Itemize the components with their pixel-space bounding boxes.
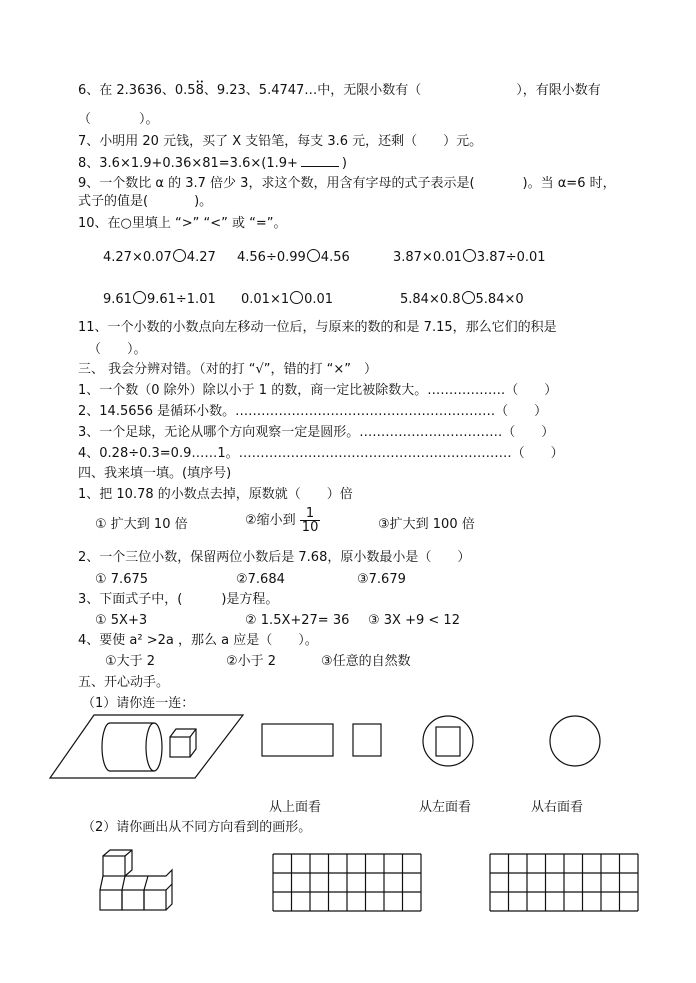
- compare-item: 5.84×0.8 5.84×0: [400, 292, 524, 307]
- part-2-prompt: （2）请你画出从不同方向看到的画形。: [82, 820, 312, 835]
- view-label-left: 从左面看: [419, 800, 472, 815]
- question-8: 8、3.6×1.9+0.36×81=3.6×(1.9+ ): [78, 156, 347, 171]
- question-9-cont: 式子的值是( )。: [78, 194, 213, 209]
- option-1[interactable]: ① 5X+3: [95, 613, 148, 628]
- question-11: 11、一个小数的小数点向左移动一位后，与原来的数的和是 7.15，那么它们的积是: [78, 320, 557, 335]
- compare-item: 4.56÷0.99 4.56: [237, 250, 350, 265]
- question-10-title: 10、在○里填上 “>” “<” 或 “=”。: [78, 216, 287, 231]
- drawing-grid-1[interactable]: [273, 854, 421, 911]
- option-3[interactable]: ③ 3X +9 < 12: [368, 613, 460, 628]
- judge-item: 1、一个数（0 除外）除以小于 1 的数，商一定比被除数大。………………（ ）: [78, 383, 558, 398]
- question-6-cont: （ ）。: [78, 112, 159, 127]
- section-4-title: 四、我来填一填。(填序号): [78, 466, 232, 481]
- part-1-prompt: （1）请你连一连：: [82, 696, 195, 711]
- option-2[interactable]: ②小于 2: [226, 654, 277, 669]
- option-1[interactable]: ①大于 2: [105, 654, 156, 669]
- question-9: 9、一个数比 α 的 3.7 倍少 3，求这个数，用含有字母的式子表示是( )。当 α=6 时，: [78, 176, 616, 191]
- question-7: 7、小明用 20 元钱，买了 X 支铅笔，每支 3.6 元，还剩（ ）元。: [78, 134, 483, 149]
- choice-question-2: 2、一个三位小数，保留两位小数后是 7.68，原小数最小是（ ）: [78, 550, 471, 565]
- judge-item: 3、一个足球，无论从哪个方向观察一定是圆形。……………………………（ ）: [78, 425, 555, 440]
- compare-item: 9.61 9.61÷1.01: [103, 292, 216, 307]
- parallelogram-scene: [50, 715, 243, 778]
- question-6: 6、在 2.3636、0.5•• 8、9.23、5.4747…中，无限小数有（ ），有限小数有: [78, 83, 601, 99]
- option-3[interactable]: ③扩大到 100 倍: [378, 517, 475, 532]
- option-1[interactable]: ① 7.675: [95, 572, 149, 587]
- compare-item: 3.87×0.01 3.87÷0.01: [393, 250, 546, 265]
- option-1[interactable]: ① 扩大到 10 倍: [95, 517, 188, 532]
- section-5-title: 五、开心动手。: [78, 675, 170, 690]
- compare-item: 4.27×0.07 4.27: [103, 250, 216, 265]
- choice-question-3: 3、下面式子中，( )是方程。: [78, 592, 279, 607]
- judge-item: 4、0.28÷0.3=0.9……1。………………………………………………………（ ）: [78, 446, 564, 461]
- repeating-digits: •• 8: [196, 83, 204, 98]
- question-11-cont: （ ）。: [88, 342, 147, 357]
- choice-question-1: 1、把 10.78 的小数点去掉，原数就（ ）倍: [78, 487, 353, 502]
- section-3-title: 三、 我会分辨对错。（对的打 “√”，错的打 “×” ）: [78, 362, 378, 377]
- option-2[interactable]: ②7.684: [236, 572, 285, 587]
- option-2[interactable]: ②缩小到 $\frac{1}{10}$: [245, 506, 319, 535]
- option-3[interactable]: ③7.679: [357, 572, 406, 587]
- option-3[interactable]: ③任意的自然数: [321, 654, 411, 669]
- view-shapes: [262, 716, 600, 766]
- option-2[interactable]: ② 1.5X+27= 36: [245, 613, 350, 628]
- view-label-top: 从上面看: [269, 800, 322, 815]
- drawing-grid-2[interactable]: [490, 854, 638, 911]
- compare-item: 0.01×1 0.01: [241, 292, 334, 307]
- fraction: $\frac{1}{10}$: [301, 506, 319, 535]
- judge-item: 2、14.5656 是循环小数。……………………………………………………（ ）: [78, 404, 548, 419]
- cube-stack: [100, 850, 172, 910]
- choice-question-4: 4、要使 a² >2a ，那么 a 应是（ ）。: [78, 633, 318, 648]
- view-label-right: 从右面看: [531, 800, 584, 815]
